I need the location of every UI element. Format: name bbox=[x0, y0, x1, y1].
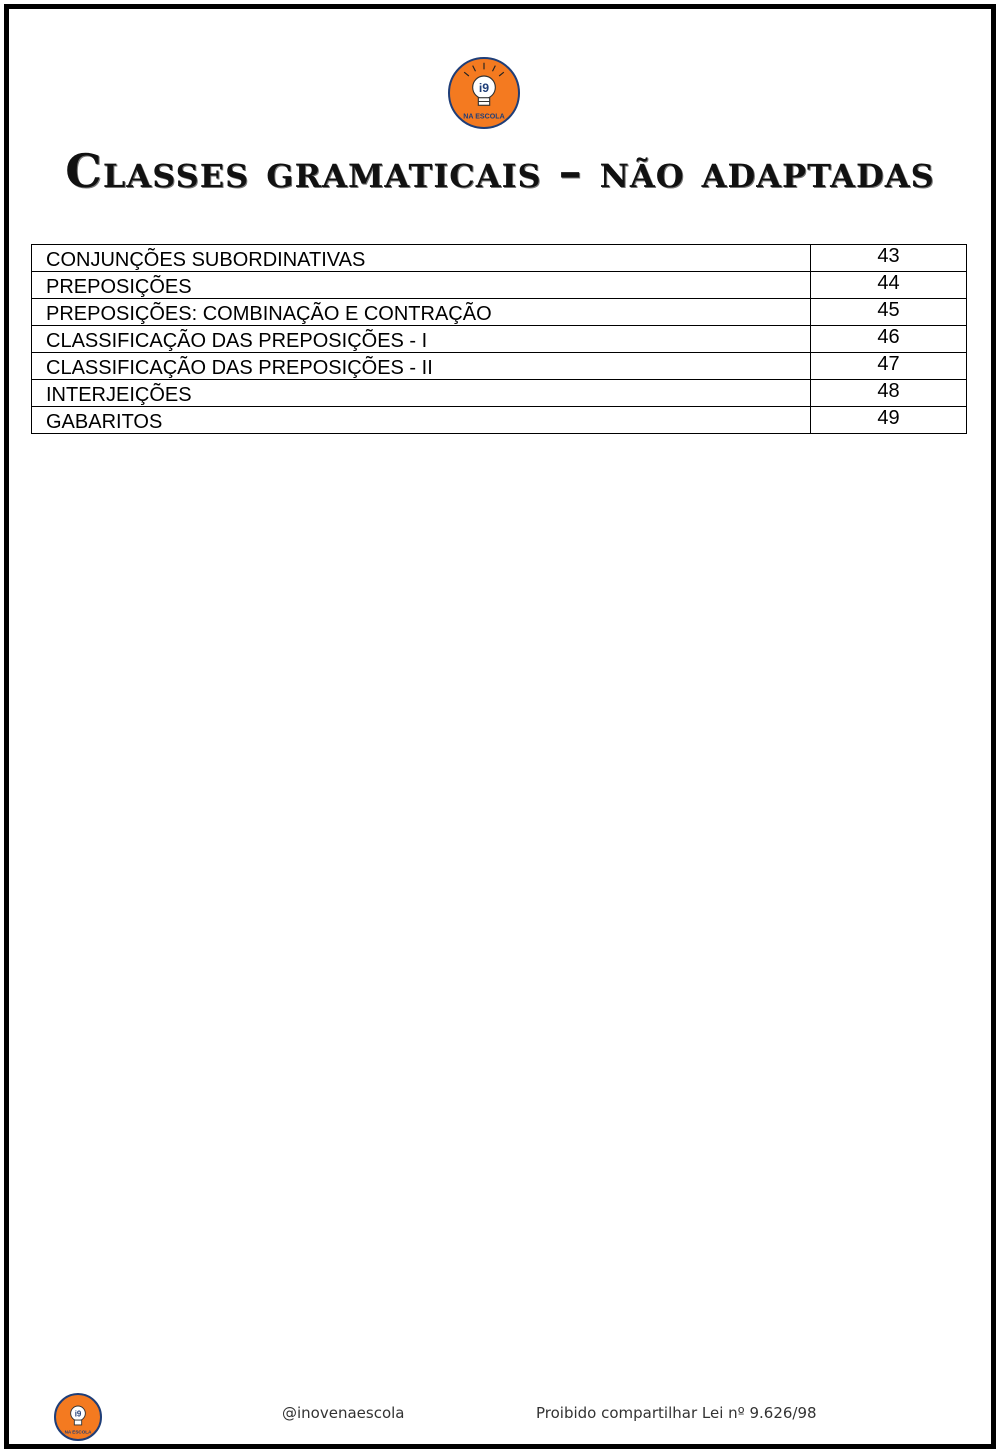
page-title: Classes gramaticais – não adaptadas bbox=[65, 144, 935, 198]
toc-entry-page: 43 bbox=[811, 245, 967, 272]
toc-entry-label: GABARITOS bbox=[32, 407, 811, 434]
table-row bbox=[32, 245, 967, 272]
toc-entry-page: 48 bbox=[811, 380, 967, 407]
svg-text:i9: i9 bbox=[74, 1409, 82, 1419]
table-row bbox=[32, 299, 967, 326]
footer-logo bbox=[54, 1393, 102, 1441]
toc-entry-page: 44 bbox=[811, 272, 967, 299]
svg-text:i9: i9 bbox=[478, 81, 490, 96]
toc-entry-label: CONJUNÇÕES SUBORDINATIVAS bbox=[32, 245, 811, 272]
toc-entry-label: PREPOSIÇÕES: COMBINAÇÃO E CONTRAÇÃO bbox=[32, 299, 811, 326]
toc-entry-label: INTERJEIÇÕES bbox=[32, 380, 811, 407]
table-row bbox=[32, 353, 967, 380]
toc-entry-label: CLASSIFICAÇÃO DAS PREPOSIÇÕES - II bbox=[32, 353, 811, 380]
page-frame bbox=[4, 4, 996, 1449]
toc-entry-page: 49 bbox=[811, 407, 967, 434]
table-row bbox=[32, 272, 967, 299]
table-row bbox=[32, 326, 967, 353]
footer-legal-notice: Proibido compartilhar Lei nº 9.626/98 bbox=[536, 1404, 817, 1422]
svg-text:NA ESCOLA: NA ESCOLA bbox=[64, 1429, 92, 1435]
toc-entry-page: 46 bbox=[811, 326, 967, 353]
lightbulb-icon bbox=[450, 59, 518, 127]
footer-handle: @inovenaescola bbox=[282, 1404, 405, 1422]
toc-entry-page: 45 bbox=[811, 299, 967, 326]
brand-logo bbox=[448, 57, 520, 129]
svg-text:NA ESCOLA: NA ESCOLA bbox=[463, 112, 505, 121]
toc-entry-label: PREPOSIÇÕES bbox=[32, 272, 811, 299]
toc-entry-page: 47 bbox=[811, 353, 967, 380]
table-of-contents bbox=[31, 244, 967, 434]
table-row bbox=[32, 380, 967, 407]
lightbulb-icon bbox=[56, 1395, 100, 1439]
toc-entry-label: CLASSIFICAÇÃO DAS PREPOSIÇÕES - I bbox=[32, 326, 811, 353]
table-row bbox=[32, 407, 967, 434]
